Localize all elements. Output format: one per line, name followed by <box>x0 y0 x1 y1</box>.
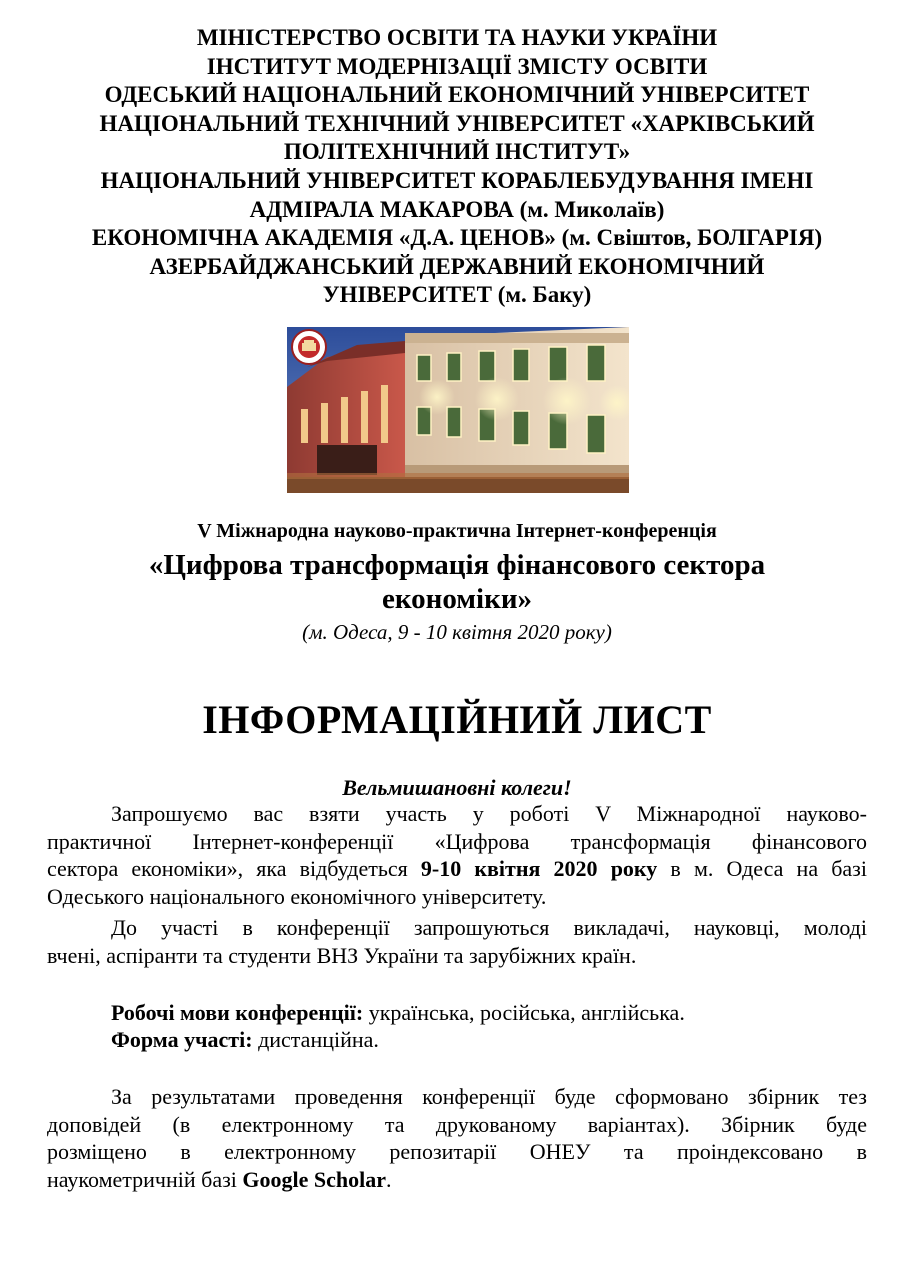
salutation: Вельмишановні колеги! <box>342 775 572 800</box>
organizer-line: АДМІРАЛА МАКАРОВА (м. Миколаїв) <box>249 196 665 222</box>
conference-title-line: економіки» <box>381 583 533 615</box>
text-run: наукометричній базі <box>47 1166 243 1192</box>
conference-subtitle: V Міжнародна науково-практична Інтернет-конференція <box>197 520 717 542</box>
text-run: сектора економіки», яка відбудеться <box>47 856 421 881</box>
paragraph-line: практичної Інтернет-конференції «Цифрова трансформація фінансового <box>47 828 867 854</box>
paragraph-line: розміщено в електронному репозитарії ОНЕУ та проіндексовано в <box>47 1139 867 1164</box>
conference-location-date: (м. Одеса, 9 - 10 квітня 2020 року) <box>302 620 612 644</box>
paragraph-line: доповідей (в електронному та друкованому варіантах). Збірник буде <box>47 1111 867 1137</box>
organizer-line: ЕКОНОМІЧНА АКАДЕМІЯ «Д.А. ЦЕНОВ» (м. Свіштов, БОЛГАРІЯ) <box>91 225 823 251</box>
document-heading: ІНФОРМАЦІЙНИЙ ЛИСТ <box>202 697 712 742</box>
conference-title-line: «Цифрова трансформація фінансового сектора <box>148 549 766 581</box>
organizer-line: УНІВЕРСИТЕТ (м. Баку) <box>322 282 592 308</box>
organizer-line: ІНСТИТУТ МОДЕРНІЗАЦІЇ ЗМІСТУ ОСВІТИ <box>206 53 708 79</box>
paragraph-line: Запрошуємо вас взяти участь у роботі V Міжнародної науково- <box>111 801 867 826</box>
text-run: . <box>386 1166 392 1192</box>
text-run: в м. Одеса на базі <box>657 856 867 881</box>
participation-form <box>111 1026 379 1054</box>
organizer-line: НАЦІОНАЛЬНИЙ ТЕХНІЧНИЙ УНІВЕРСИТЕТ «ХАРКІВСЬКИЙ <box>99 110 815 136</box>
results-paragraph <box>47 1083 867 1193</box>
organizer-line: МІНІСТЕРСТВО ОСВІТИ ТА НАУКИ УКРАЇНИ <box>196 25 718 50</box>
google-scholar: Google Scholar <box>242 1166 387 1192</box>
working-languages <box>111 999 685 1027</box>
participation-form-label: Форма участі: <box>111 1027 253 1052</box>
working-languages-label: Робочі мови конференції: <box>111 1000 364 1025</box>
paragraph-line <box>47 1166 867 1194</box>
paragraph-line: За результатами проведення конференції буде сформовано збірник тез <box>111 1084 867 1109</box>
organizers-header <box>40 24 874 310</box>
organizer-line: АЗЕРБАЙДЖАНСЬКИЙ ДЕРЖАВНИЙ ЕКОНОМІЧНИЙ <box>149 253 765 279</box>
conference-dates: 9-10 квітня 2020 року <box>420 856 658 881</box>
paragraph-line: вчені, аспіранти та студенти ВНЗ України та зарубіжних країн. <box>47 942 637 968</box>
organizer-line: ПОЛІТЕХНІЧНИЙ ІНСТИТУТ» <box>283 139 631 165</box>
participants-paragraph <box>47 914 867 969</box>
paragraph-line: Одеського національного економічного університету. <box>47 883 547 909</box>
organizer-line: ОДЕСЬКИЙ НАЦІОНАЛЬНИЙ ЕКОНОМІЧНИЙ УНІВЕРСИТЕТ <box>104 82 810 108</box>
paragraph-line: До участі в конференції запрошуються викладачі, науковці, молоді <box>111 915 867 940</box>
participation-form-value: дистанційна. <box>252 1027 379 1052</box>
working-languages-value: українська, російська, англійська. <box>363 1000 685 1025</box>
invitation-paragraph <box>47 800 867 910</box>
paragraph-line <box>47 855 867 883</box>
conference-title <box>60 548 854 616</box>
organizer-line: НАЦІОНАЛЬНИЙ УНІВЕРСИТЕТ КОРАБЛЕБУДУВАННЯ ІМЕНІ <box>100 167 814 193</box>
university-building-photo <box>287 327 629 493</box>
university-emblem-icon <box>292 330 326 364</box>
